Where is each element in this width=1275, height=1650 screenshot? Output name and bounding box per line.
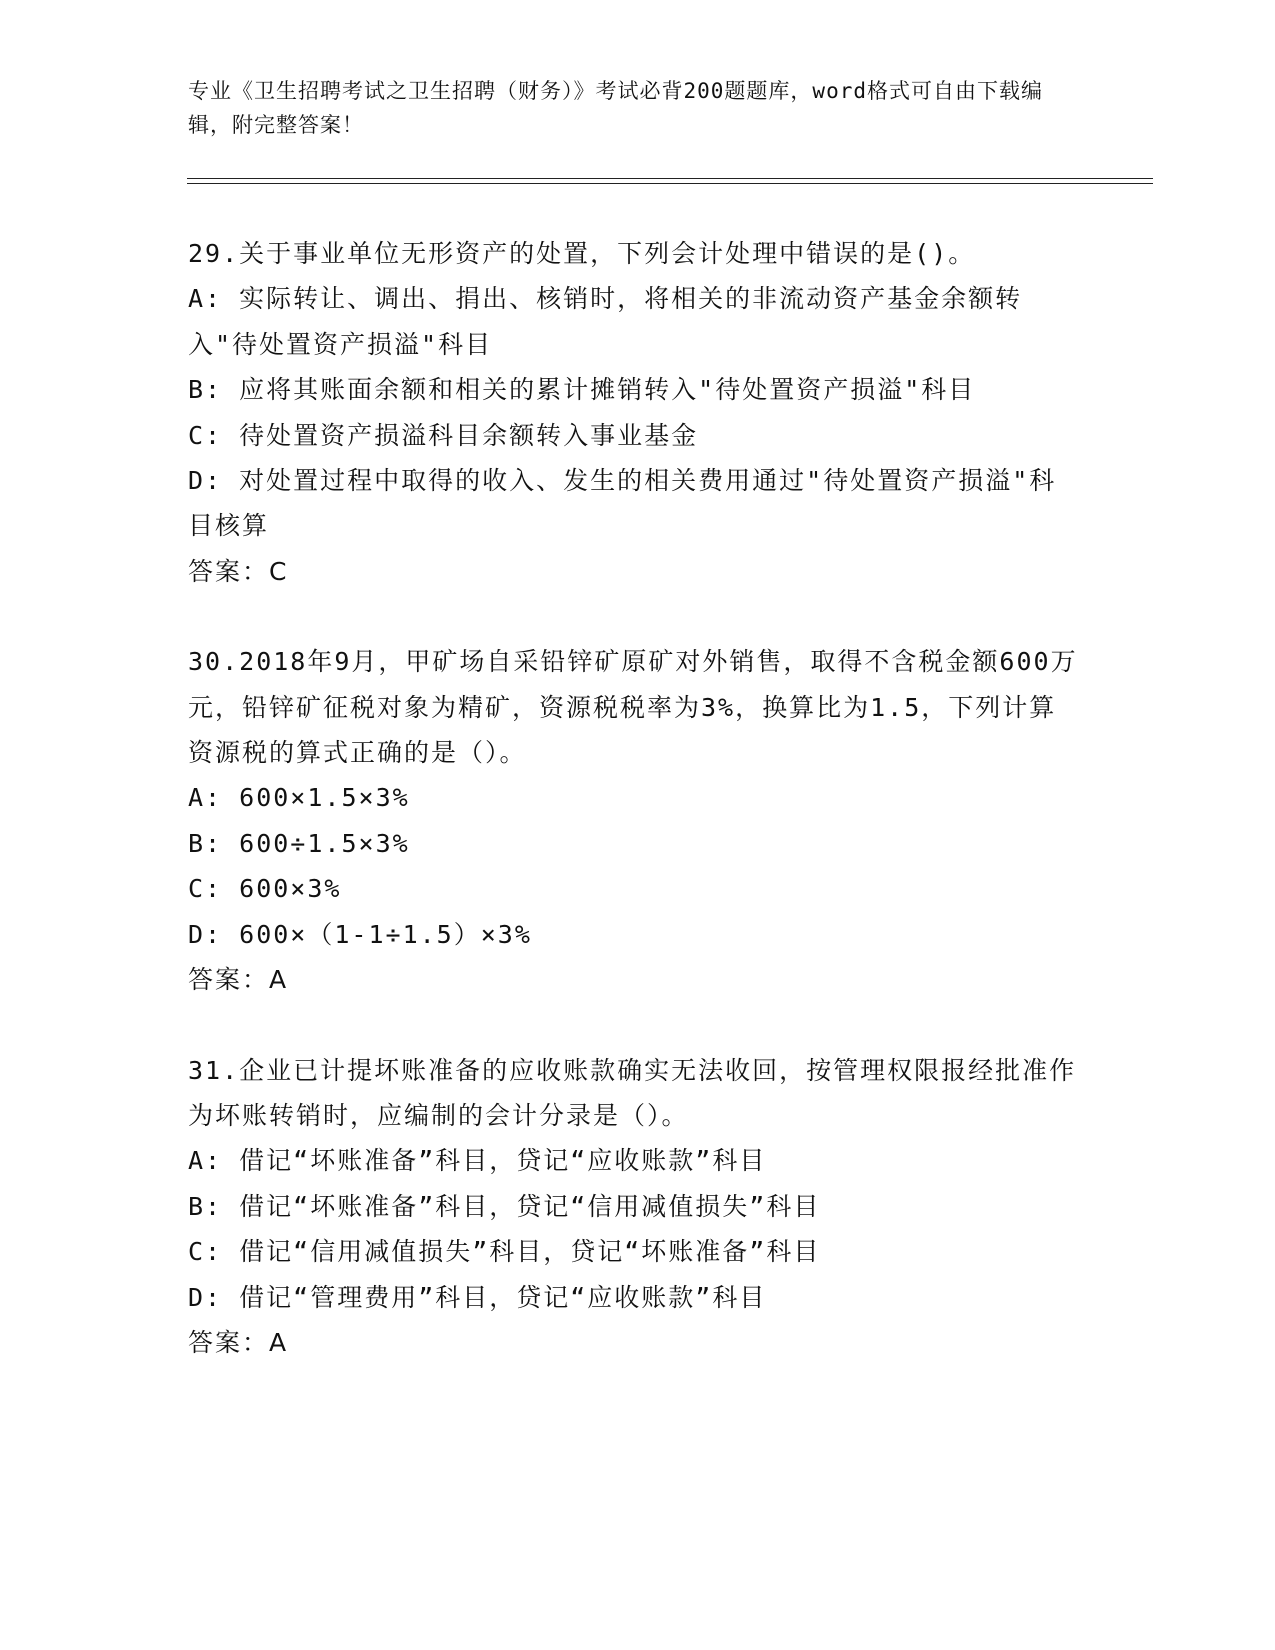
question-text: 31.企业已计提坏账准备的应收账款确实无法收回，按管理权限报经批准作为坏账转销时，应编制的会计分录是（）。 [188, 1055, 1077, 1130]
question-31 [188, 1048, 1078, 1366]
answer-label: 答案：A [188, 965, 289, 995]
option-b: B: 借记“坏账准备”科目，贷记“信用减值损失”科目 [188, 1191, 821, 1221]
option-c: C: 待处置资产损溢科目余额转入事业基金 [188, 420, 699, 450]
question-text: 29.关于事业单位无形资产的处置，下列会计处理中错误的是()。 [188, 239, 976, 268]
question-list [188, 231, 1078, 1410]
header-divider-top [187, 178, 1153, 179]
header-divider-bottom [187, 183, 1153, 184]
question-29 [188, 231, 1078, 594]
option-c: C: 600×3% [188, 874, 342, 904]
option-c: C: 借记“信用减值损失”科目，贷记“坏账准备”科目 [188, 1237, 821, 1267]
document-header: 专业《卫生招聘考试之卫生招聘（财务）》考试必背200题题库，word格式可自由下载编辑，附完整答案！ [188, 79, 1043, 137]
option-a: A: 实际转让、调出、捐出、核销时，将相关的非流动资产基金余额转入"待处置资产损溢"科目 [188, 284, 1023, 359]
answer-label: 答案：A [188, 1327, 289, 1357]
question-text: 30.2018年9月，甲矿场自采铅锌矿原矿对外销售，取得不含税金额600万元，铅锌矿征税对象为精矿，资源税税率为3%，换算比为1.5，下列计算资源税的算式正确的是（）。 [188, 647, 1078, 768]
option-d: D: 对处置过程中取得的收入、发生的相关费用通过"待处置资产损溢"科目核算 [188, 466, 1057, 541]
answer-label: 答案：C [188, 556, 289, 586]
option-b: B: 应将其账面余额和相关的累计摊销转入"待处置资产损溢"科目 [188, 375, 976, 405]
option-d: D: 600×（1-1÷1.5）×3% [188, 919, 532, 949]
option-b: B: 600÷1.5×3% [188, 828, 410, 858]
option-d: D: 借记“管理费用”科目，贷记“应收账款”科目 [188, 1282, 767, 1312]
option-a: A: 600×1.5×3% [188, 783, 410, 813]
question-30 [188, 639, 1078, 1002]
option-a: A: 借记“坏账准备”科目，贷记“应收账款”科目 [188, 1146, 767, 1176]
